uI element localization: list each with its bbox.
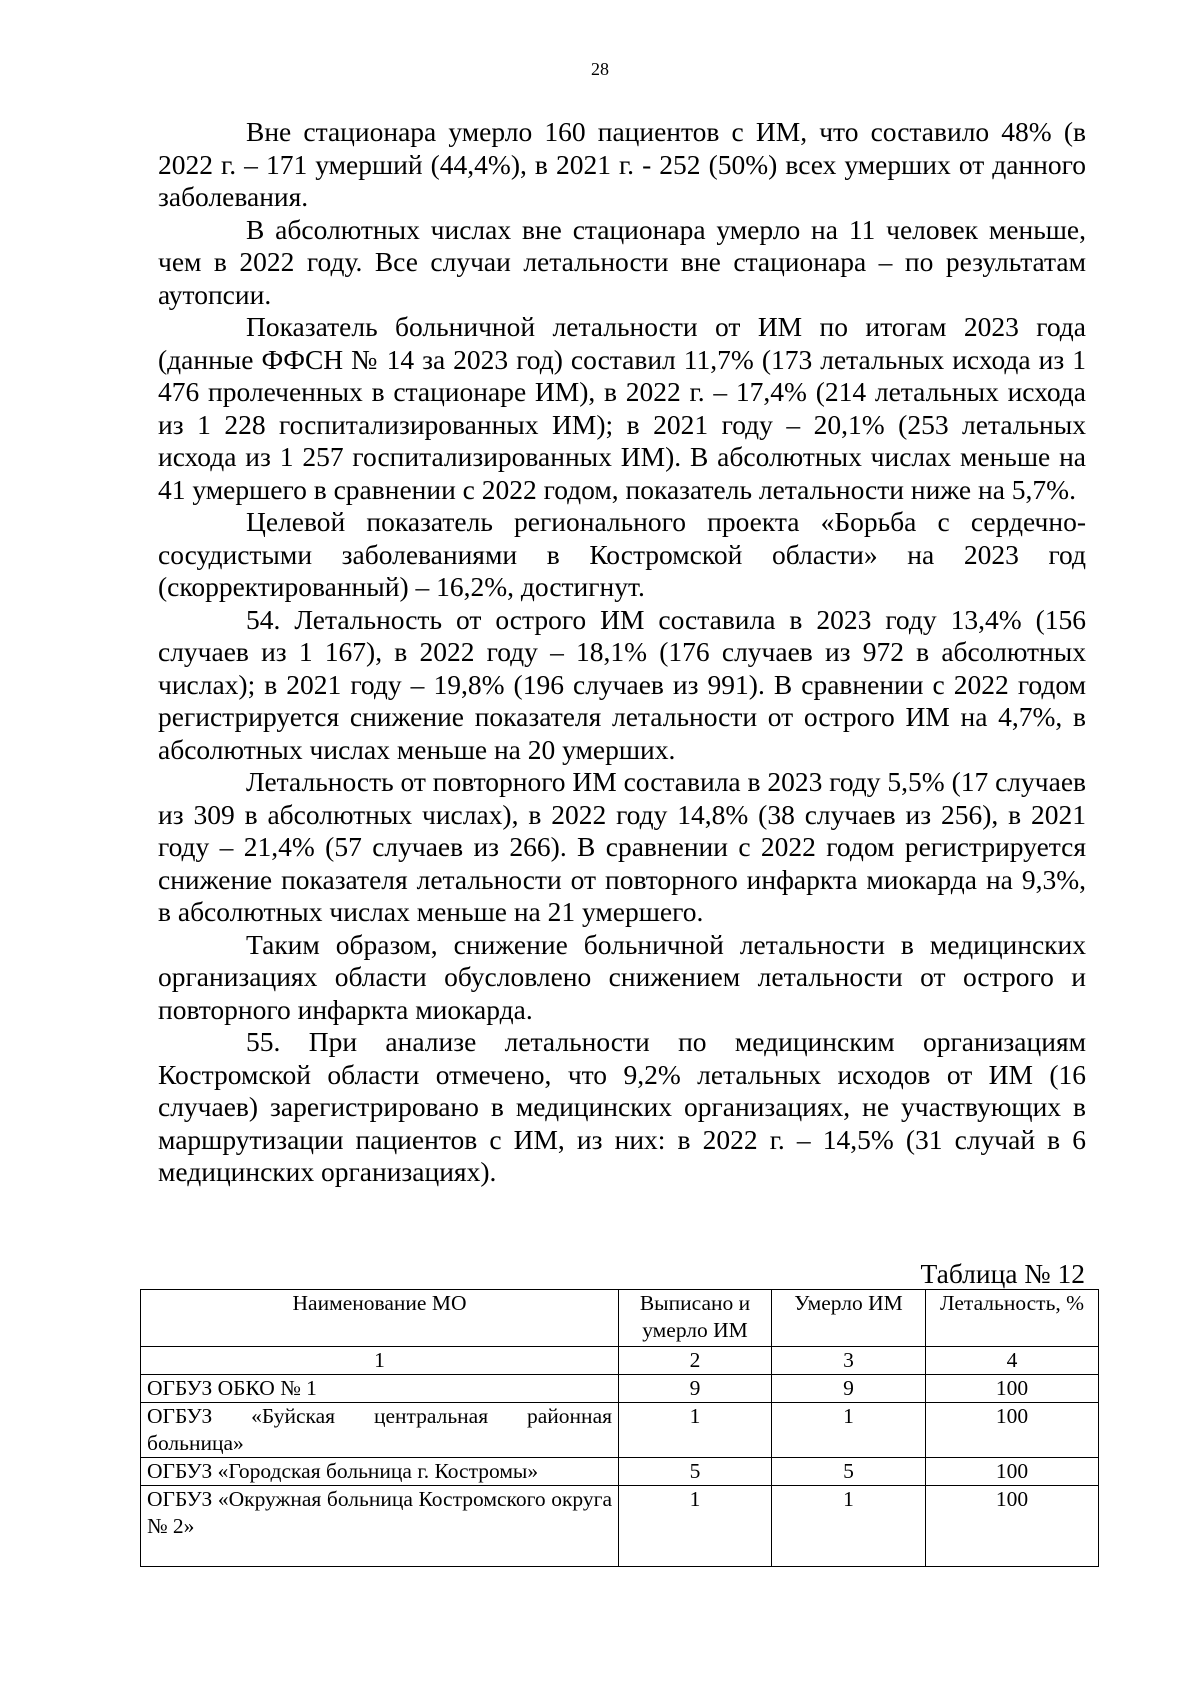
body-text — [158, 116, 1086, 1189]
table-cell: 1 — [772, 1403, 926, 1458]
table-cell: 1 — [619, 1403, 772, 1458]
paragraph-acute-mi-mortality: 54. Летальность от острого ИМ составила в 2023 году 13,4% (156 случаев из 1 167), в 2022 году – 18,1% (176 случаев из 972 в абсолютных числах); в 2021 году – 19,8% (196 случаев из 991). В сравнении с 2022 годом регистрируется снижение показателя летальности от острого ИМ на 4,7%, в абсолютных числах меньше на 20 умерших. — [158, 603, 1086, 765]
mortality-table — [140, 1289, 1099, 1567]
table-cell: 4 — [926, 1347, 1099, 1375]
table-cell: 9 — [772, 1375, 926, 1403]
paragraph-out-of-hospital-deaths: Вне стационара умерло 160 пациентов с ИМ, что составило 48% (в 2022 г. – 171 умерший (44,4%), в 2021 г. - 252 (50%) всех умерших от данного заболевания. — [158, 116, 1086, 212]
column-header-mortality-rate: Летальность, % — [926, 1290, 1099, 1347]
page-number: 28 — [591, 59, 609, 79]
paragraph-organization-analysis: 55. При анализе летальности по медицинским организациям Костромской области отмечено, что 9,2% летальных исходов от ИМ (16 случаев) зарегистрировано в медицинских организациях, не участвующих в маршрутизации пациентов с ИМ, из них: в 2022 г. – 14,5% (31 случай в 6 медицинских организациях). — [158, 1026, 1086, 1187]
paragraph-absolute-numbers: В абсолютных числах вне стационара умерло на 11 человек меньше, чем в 2022 году. Все случаи летальности вне стационара – по результатам аутопсии. — [158, 213, 1086, 310]
table-caption: Таблица № 12 — [920, 1258, 1085, 1289]
table-cell: 3 — [772, 1347, 926, 1375]
table-cell: 100 — [926, 1486, 1099, 1567]
paragraph-target-indicator: Целевой показатель регионального проекта «Борьба с сердечно-сосудистыми заболеваниями в Костромской области» на 2023 год (скорректированный) – 16,2%, достигнут. — [158, 506, 1086, 602]
table-cell: 1 — [141, 1347, 619, 1375]
table-index-row — [141, 1347, 1099, 1375]
table-cell: 100 — [926, 1375, 1099, 1403]
column-header-organization: Наименование МО — [141, 1290, 619, 1347]
table-cell: 2 — [619, 1347, 772, 1375]
table-cell: 1 — [619, 1486, 772, 1567]
table-cell: 100 — [926, 1403, 1099, 1458]
table-row — [141, 1375, 1099, 1403]
paragraph-hospital-mortality: Показатель больничной летальности от ИМ по итогам 2023 года (данные ФФСН № 14 за 2023 год) составил 11,7% (173 летальных исхода из 1 476 пролеченных в стационаре ИМ), в 2022 г. – 17,4% (214 летальных исхода из 1 228 госпитализированных ИМ); в 2021 году – 20,1% (253 летальных исхода из 1 257 госпитализированных ИМ). В абсолютных числах меньше на 41 умершего в сравнении с 2022 годом, показатель летальности ниже на 5,7%. — [158, 311, 1086, 505]
column-header-discharged-and-died: Выписано и умерло ИМ — [619, 1290, 772, 1347]
table-cell-organization: ОГБУЗ «Окружная больница Костромского округа № 2» — [141, 1486, 619, 1567]
table-cell-organization: ОГБУЗ «Городская больница г. Костромы» — [141, 1458, 619, 1486]
column-header-died: Умерло ИМ — [772, 1290, 926, 1347]
table-row — [141, 1458, 1099, 1486]
table-cell-organization: ОГБУЗ «Буйская центральная районная больница» — [141, 1403, 619, 1458]
table-cell: 5 — [772, 1458, 926, 1486]
table-cell: 5 — [619, 1458, 772, 1486]
table-cell: 1 — [772, 1486, 926, 1567]
table-header-row — [141, 1290, 1099, 1347]
paragraph-repeat-mi-mortality: Летальность от повторного ИМ составила в 2023 году 5,5% (17 случаев из 309 в абсолютных числах), в 2022 году 14,8% (38 случаев из 256), в 2021 году – 21,4% (57 случаев из 266). В сравнении с 2022 годом регистрируется снижение показателя летальности от повторного инфаркта миокарда на 9,3%, в абсолютных числах меньше на 21 умершего. — [158, 766, 1087, 927]
table-row — [141, 1486, 1099, 1567]
table-row — [141, 1403, 1099, 1458]
table-cell-organization: ОГБУЗ ОБКО № 1 — [141, 1375, 619, 1403]
table-cell: 9 — [619, 1375, 772, 1403]
paragraph-conclusion: Таким образом, снижение больничной летальности в медицинских организациях области обусловлено снижением летальности от острого и повторного инфаркта миокарда. — [158, 928, 1086, 1025]
table-cell: 100 — [926, 1458, 1099, 1486]
